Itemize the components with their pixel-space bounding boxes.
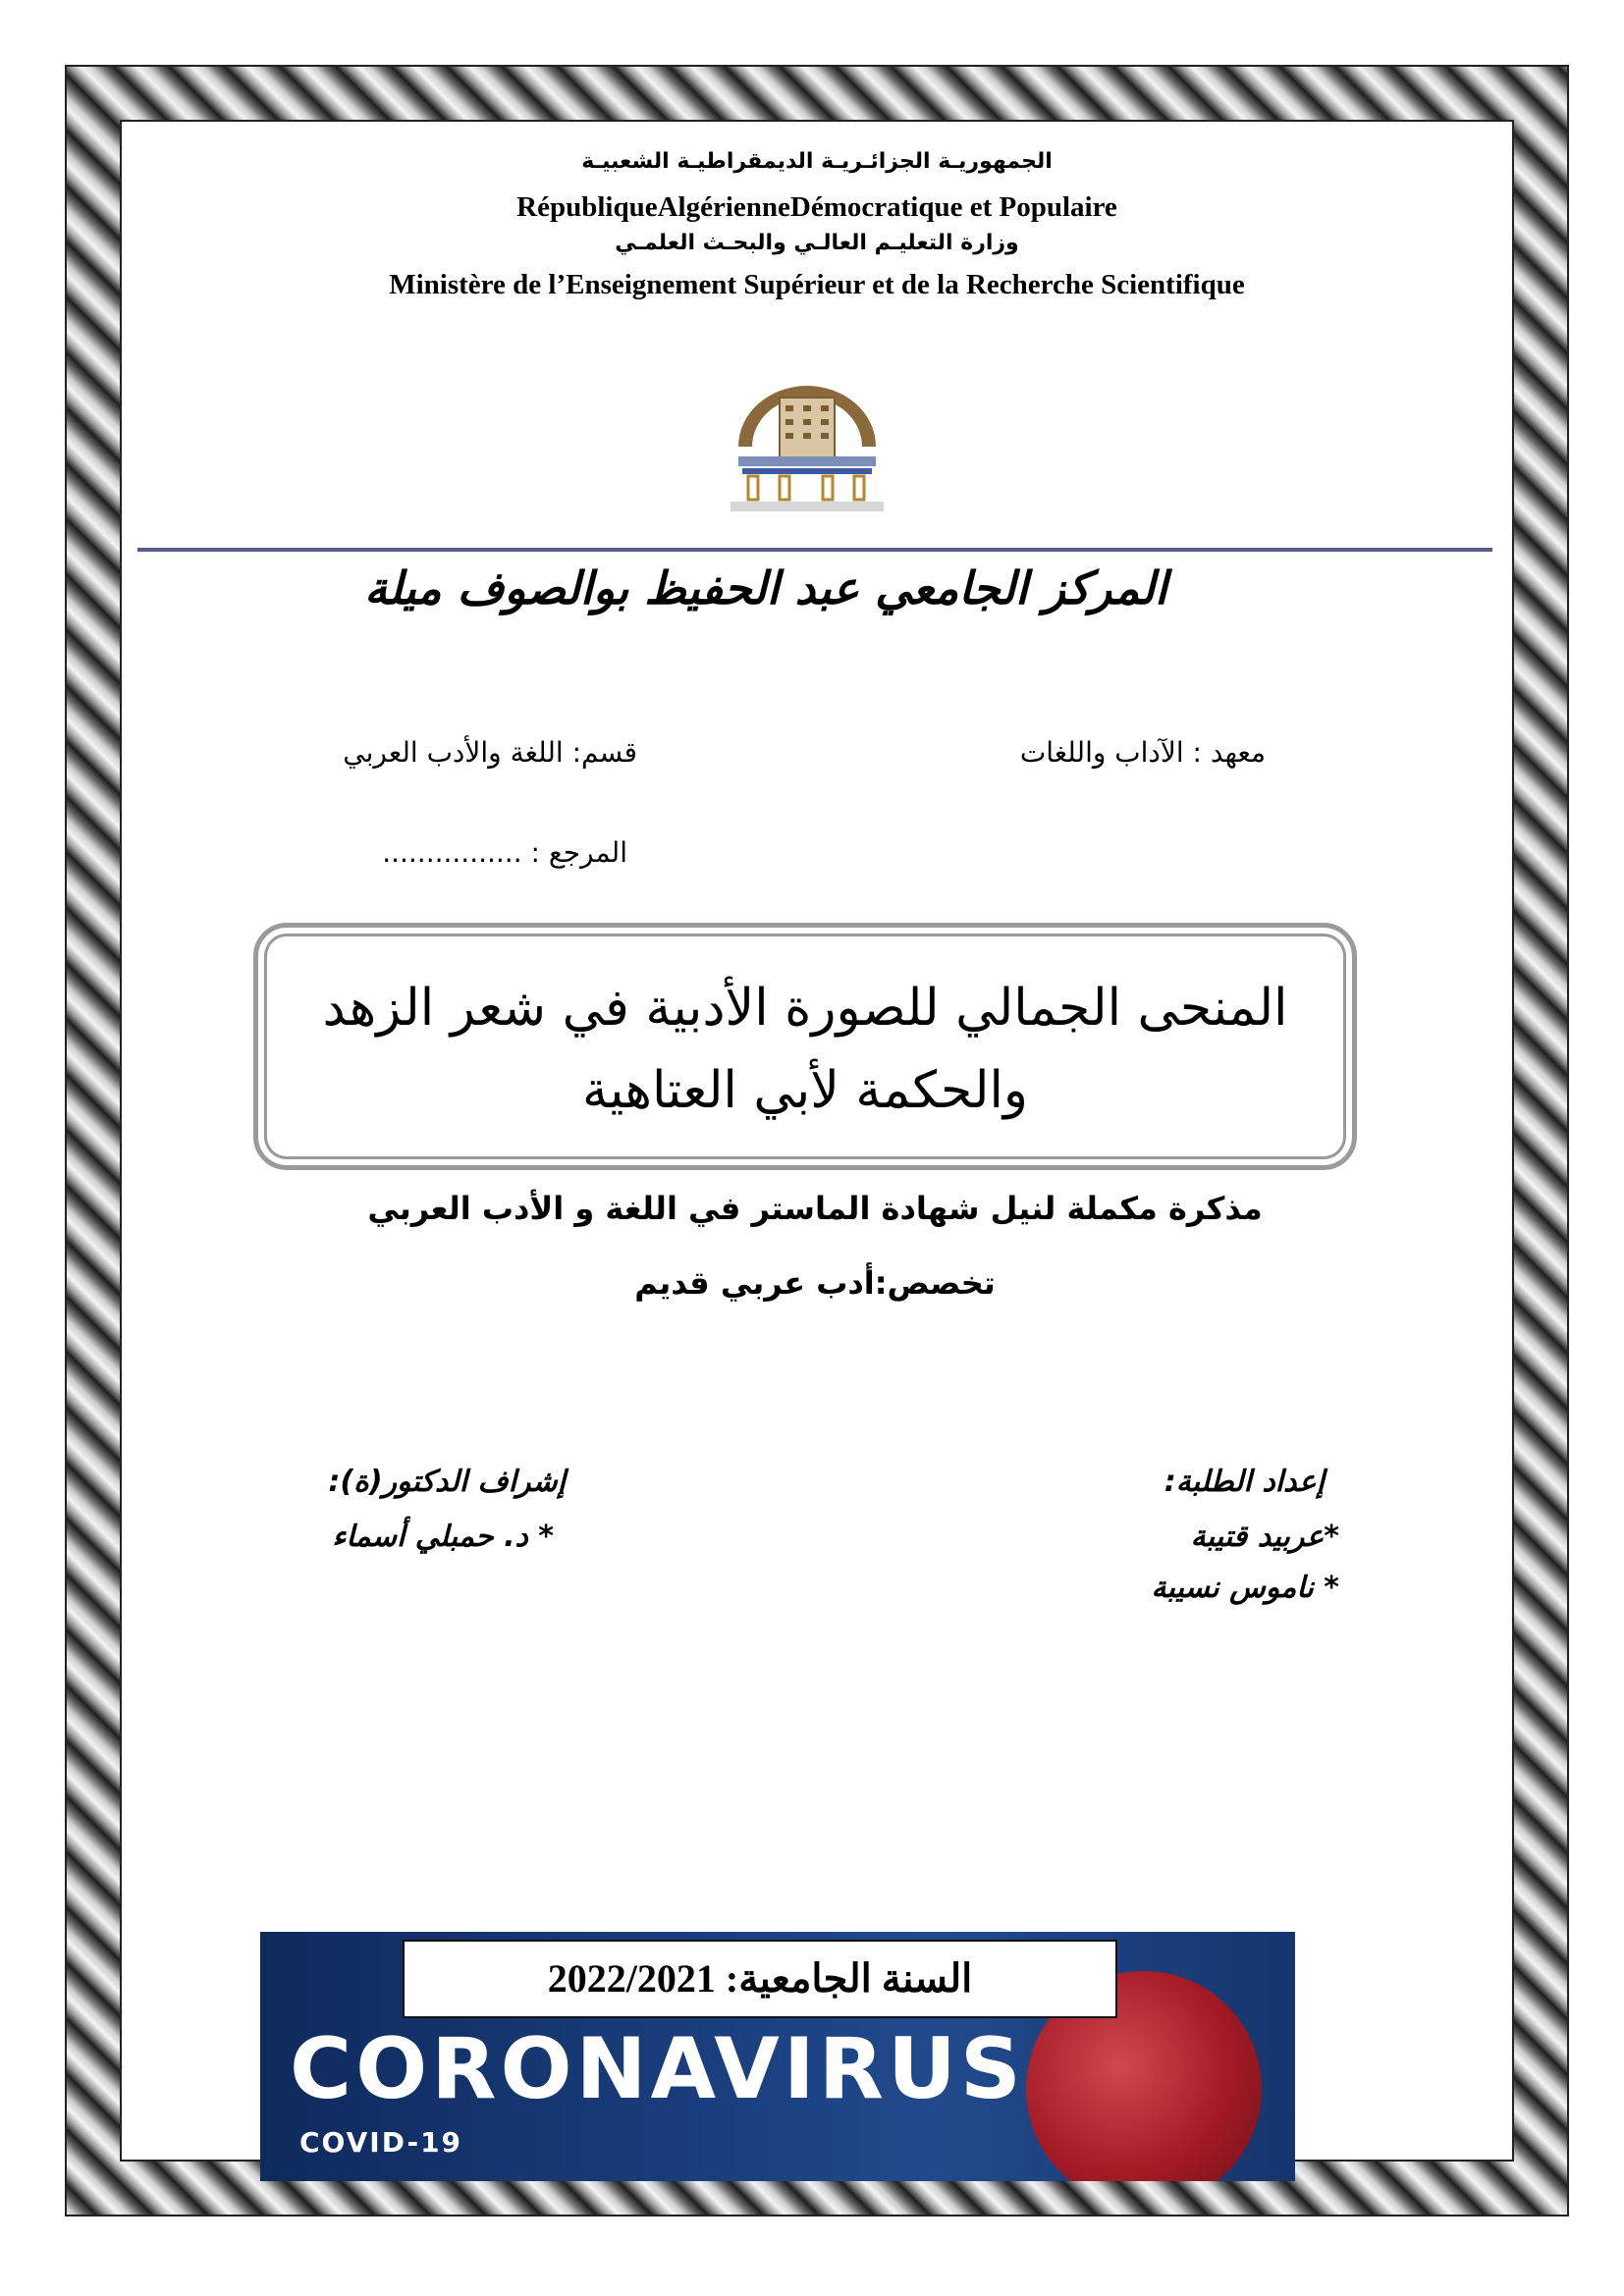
banner-headline: CORONAVIRUS — [290, 2020, 1025, 2118]
republic-name-arabic: الجمهوريـة الجزائـريـة الديمقراطيـة الشعبيـة — [581, 149, 1053, 174]
reference-label: المرجع : ................ — [382, 836, 627, 869]
coronavirus-banner — [260, 1932, 1295, 2181]
header-divider — [137, 548, 1492, 552]
student-name: *عربيد قتيبة — [1190, 1520, 1339, 1554]
university-name: المركز الجامعي عبد الحفيظ بوالصوف ميلة — [364, 561, 1167, 614]
banner-subline: COVID-19 — [299, 2126, 463, 2159]
academic-year: السنة الجامعية: 2022/2021 — [403, 1940, 1117, 2018]
prepared-by-label: إعداد الطلبة: — [1164, 1465, 1325, 1499]
specialty-label: تخصص:أدب عربي قديم — [634, 1264, 996, 1302]
memo-statement: مذكرة مكملة لنيل شهادة الماستر في اللغة و الأدب العربي — [367, 1190, 1263, 1227]
ministry-name-arabic: وزارة التعليـم العالـي والبحـث العلمـي — [615, 231, 1019, 255]
supervisor-name: * د. حمبلي أسماء — [332, 1520, 554, 1554]
republic-name-french: RépubliqueAlgérienneDémocratique et Populaire — [516, 191, 1117, 223]
thesis-title: المنحى الجمالي للصورة الأدبية في شعر الزهد والحكمة لأبي العتاهية — [322, 979, 1288, 1120]
supervisor-label: إشراف الدكتور(ة): — [328, 1465, 566, 1499]
student-name: * ناموس نسيبة — [1151, 1571, 1339, 1605]
ministry-name-french: Ministère de l’Enseignement Supérieur et de la Recherche Scientifique — [389, 269, 1245, 300]
department-label: قسم: اللغة والأدب العربي — [343, 736, 637, 769]
university-logo — [725, 378, 890, 513]
thesis-title-box — [253, 923, 1357, 1170]
institute-label: معهد : الآداب واللغات — [1019, 736, 1266, 769]
